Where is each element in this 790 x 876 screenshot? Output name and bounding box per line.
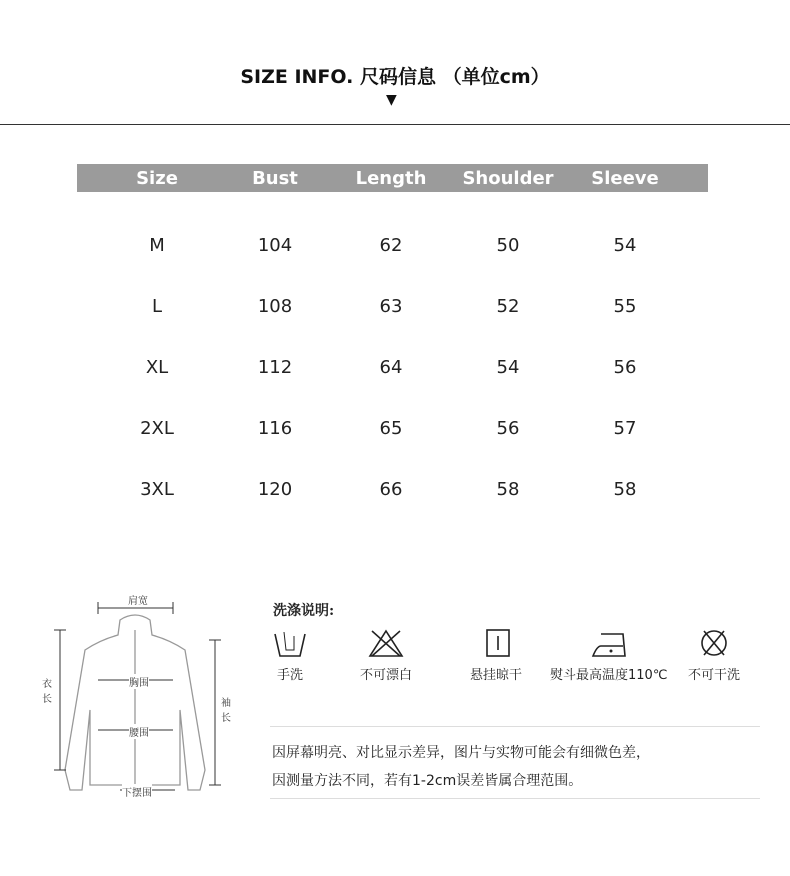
down-arrow-icon: ▼ [386, 92, 397, 108]
no-bleach-icon [366, 628, 406, 658]
table-cell: 108 [257, 296, 293, 317]
col-sleeve: Sleeve [591, 168, 659, 189]
table-cell: 2XL [140, 418, 174, 439]
table-cell: 116 [257, 418, 293, 439]
iron-icon [589, 628, 629, 658]
care-iron: 熨斗最高温度110℃ [550, 628, 667, 683]
label-hem: 下摆围 [122, 784, 152, 799]
table-row [0, 479, 790, 509]
table-cell: 52 [496, 296, 520, 317]
label-chest: 胸围 [129, 674, 149, 689]
table-row [0, 296, 790, 326]
table-cell: XL [145, 357, 169, 378]
care-hand-wash: 手洗 [272, 628, 308, 683]
label-shoulder: 肩宽 [128, 596, 148, 607]
col-length: Length [355, 168, 427, 189]
table-cell: 50 [496, 235, 520, 256]
table-cell: M [149, 235, 165, 256]
table-cell: 56 [613, 357, 637, 378]
table-row [0, 357, 790, 387]
label-sleeve: 袖长 [221, 694, 232, 724]
care-no-dry-clean: 不可干洗 [688, 628, 740, 683]
divider [270, 798, 760, 799]
table-row [0, 235, 790, 265]
jacket-diagram [40, 590, 240, 800]
table-cell: 55 [613, 296, 637, 317]
col-bust: Bust [252, 168, 298, 189]
hand-wash-icon [272, 628, 308, 658]
table-cell: 65 [379, 418, 403, 439]
care-no-bleach: 不可漂白 [360, 628, 412, 683]
page-title: SIZE INFO. 尺码信息 （单位cm） [240, 66, 550, 88]
care-hang-dry: 悬挂晾干 [470, 628, 522, 683]
table-cell: 57 [613, 418, 637, 439]
table-cell: 3XL [140, 479, 174, 500]
note-line-2: 因测量方法不同，若有1-2cm误差皆属合理范围。 [272, 773, 583, 789]
care-title: 洗涤说明: [273, 603, 335, 619]
note-line-1: 因屏幕明亮、对比显示差异，图片与实物可能会有细微色差， [272, 745, 650, 761]
table-cell: 104 [257, 235, 293, 256]
table-cell: 120 [257, 479, 293, 500]
label-length: 衣长 [42, 675, 53, 705]
no-dry-clean-icon [699, 628, 729, 658]
table-row [0, 418, 790, 448]
label-waist: 腰围 [129, 724, 149, 739]
table-cell: 64 [379, 357, 403, 378]
table-cell: 112 [257, 357, 293, 378]
table-cell: 54 [496, 357, 520, 378]
col-size: Size [136, 168, 178, 189]
hang-dry-icon [481, 628, 511, 658]
size-table-header [77, 164, 708, 192]
table-cell: 66 [379, 479, 403, 500]
table-cell: 62 [379, 235, 403, 256]
table-cell: L [151, 296, 163, 317]
table-cell: 63 [379, 296, 403, 317]
table-cell: 54 [613, 235, 637, 256]
table-cell: 58 [496, 479, 520, 500]
table-cell: 58 [613, 479, 637, 500]
col-shoulder: Shoulder [462, 168, 554, 189]
divider [0, 124, 790, 125]
table-cell: 56 [496, 418, 520, 439]
divider [270, 726, 760, 727]
